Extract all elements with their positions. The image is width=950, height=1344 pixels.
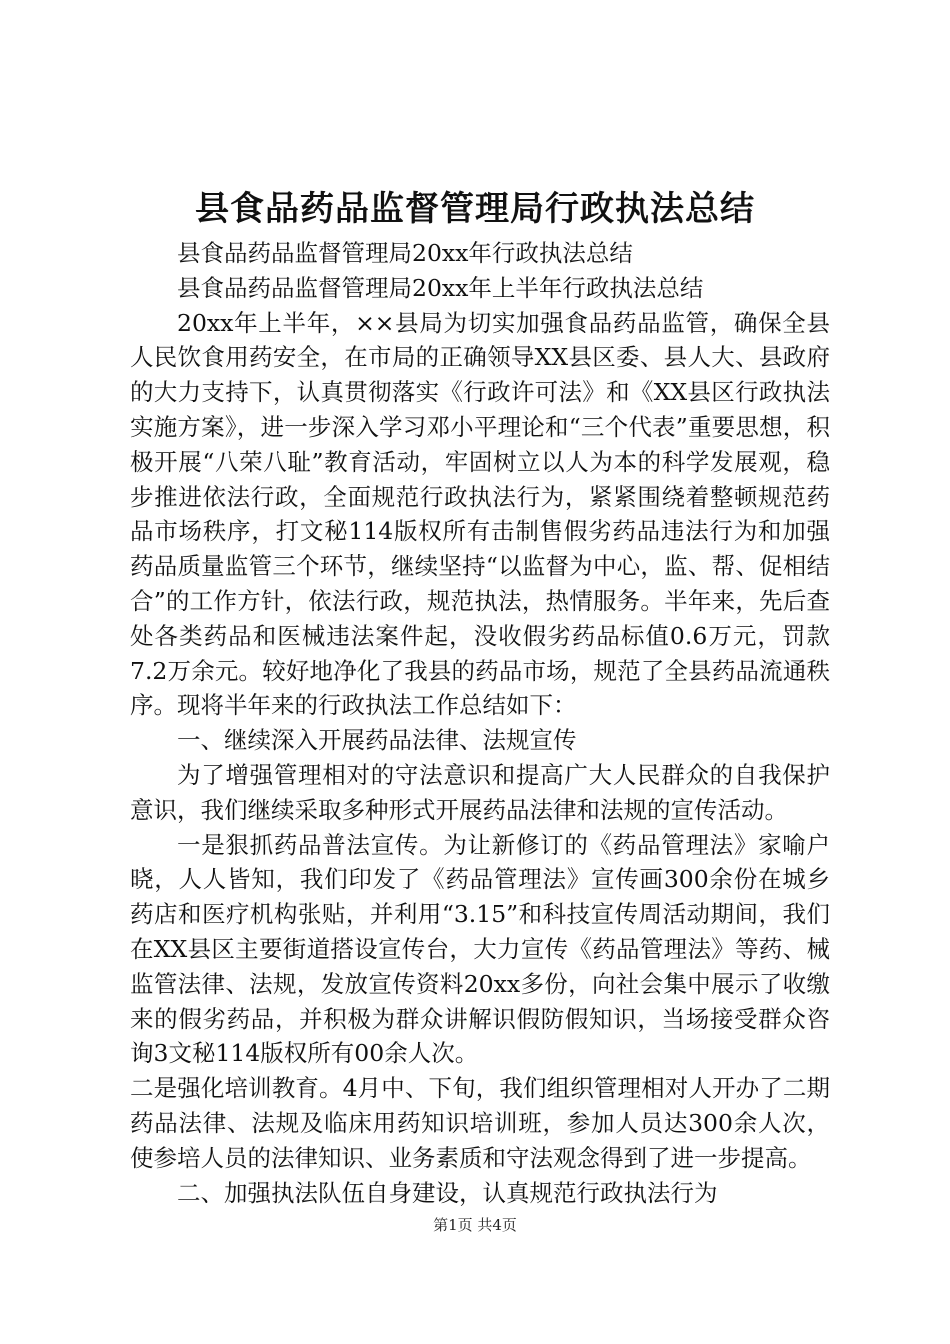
document-body [130,236,830,1210]
subtitle-line-1: 县食品药品监督管理局20xx年行政执法总结 [177,239,633,267]
section-1-paragraph-3: 二是强化培训教育。4月中、下旬，我们组织管理相对人开办了二期药品法律、法规及临床用药知识培训班，参加人员达300余人次，使参培人员的法律知识、业务素质和守法观念得到了进一步提高。 [130,1074,830,1172]
section-1-paragraph-1: 为了增强管理相对的守法意识和提高广大人民群众的自我保护意识，我们继续采取多种形式开展药品法律和法规的宣传活动。 [130,760,830,824]
subtitle-line-2: 县食品药品监督管理局20xx年上半年行政执法总结 [177,273,704,302]
section-heading-2: 二、加强执法队伍自身建设，认真规范行政执法行为 [177,1178,718,1207]
intro-paragraph: 20xx年上半年，××县局为切实加强食品药品监管，确保全县人民饮食用药安全，在市局的正确领导XX县区委、县人大、县政府的大力支持下，认真贯彻落实《行政许可法》和《XX县区行政执法实施方案》，进一步深入学习邓小平理论和“三个代表”重要思想，积极开展“八荣八耻”教育活动，牢固树立以人为本的科学发展观，稳步推进依法行政，全面规范行政执法行为，紧紧围绕着整顿规范药品市场秩序，打文秘114版权所有击制售假劣药品违法行为和加强药品质量监管三个环节，继续坚持“以监督为中心，监、帮、促相结合”的工作方针，依法行政，规范执法，热情服务。半年来，先后查处各类药品和医械违法案件起，没收假劣药品标值0.6万元，罚款7.2万余元。较好地净化了我县的药品市场，规范了全县药品流通秩序。现将半年来的行政执法工作总结如下： [130,308,830,720]
page-number-footer: 第1页 共4页 [433,1216,517,1234]
section-heading-1: 一、继续深入开展药品法律、法规宣传 [177,726,577,755]
section-1-paragraph-2: 一是狠抓药品普法宣传。为让新修订的《药品管理法》家喻户晓，人人皆知，我们印发了《药品管理法》宣传画300余份在城乡药店和医疗机构张贴，并利用“3.15”和科技宣传周活动期间，我们在XX县区主要街道搭设宣传台，大力宣传《药品管理法》等药、械监管法律、法规，发放宣传资料20xx多份，向社会集中展示了收缴来的假劣药品，并积极为群众讲解识假防假知识，当场接受群众咨询3文秘114版权所有00余人次。 [130,830,830,1068]
document-title: 县食品药品监督管理局行政执法总结 [195,189,755,229]
